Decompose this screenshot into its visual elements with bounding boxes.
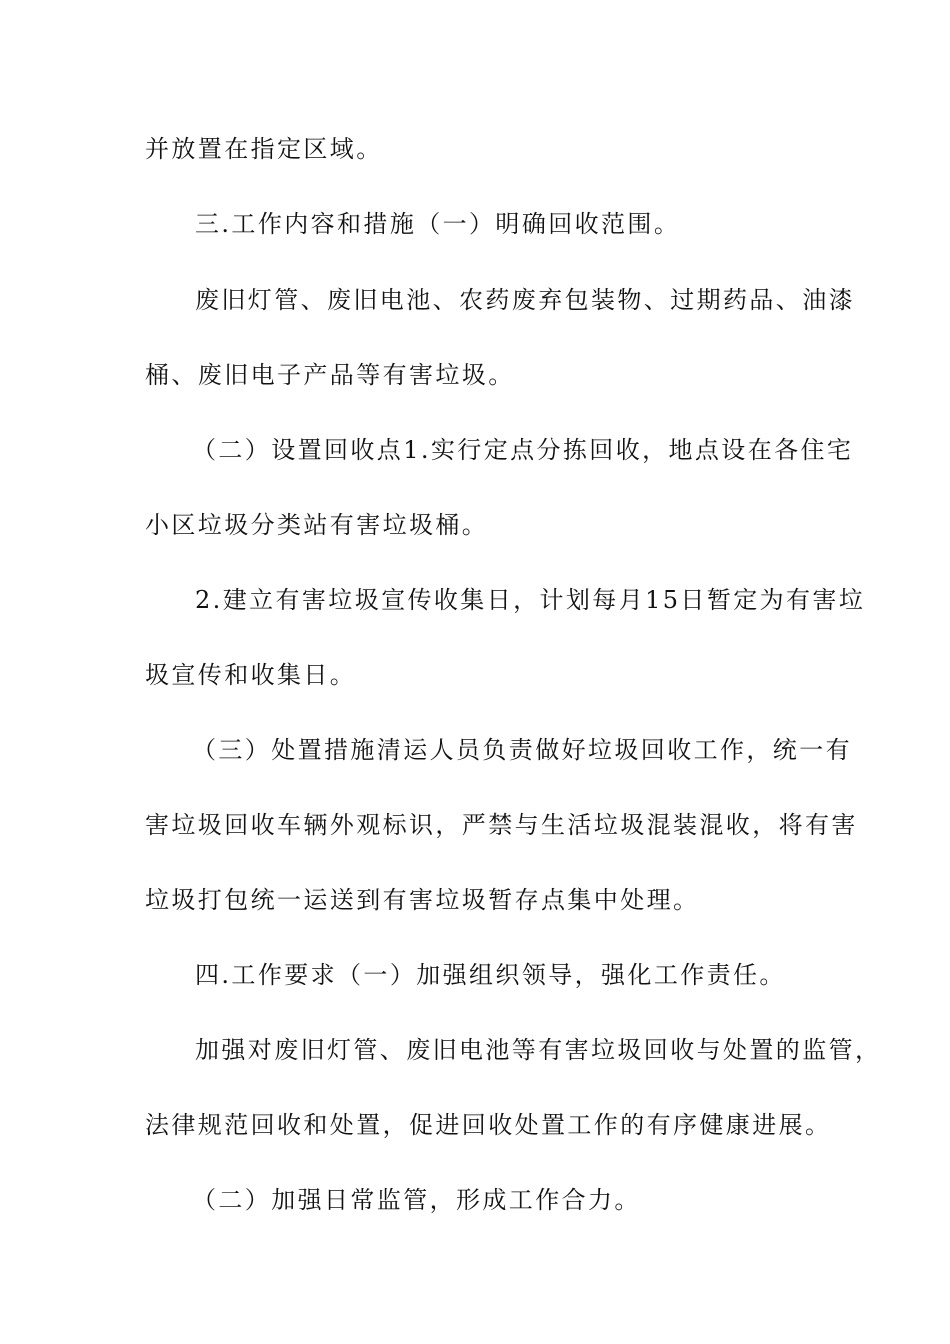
text-line-5: （二）设置回收点1.实行定点分拣回收，地点设在各住宅 — [192, 436, 854, 464]
text-line-9: （三）处置措施清运人员负责做好垃圾回收工作，统一有 — [192, 736, 852, 764]
text-line-11: 垃圾打包统一运送到有害垃圾暂存点集中处理。 — [145, 886, 700, 914]
text-line-2: 三.工作内容和措施（一）明确回收范围。 — [195, 210, 681, 238]
text-line-1: 并放置在指定区域。 — [145, 135, 383, 163]
text-line-13: 加强对废旧灯管、废旧电池等有害垃圾回收与处置的监管， — [195, 1036, 882, 1064]
text-line-3: 废旧灯管、废旧电池、农药废弃包装物、过期药品、油漆 — [195, 286, 855, 314]
text-line-14: 法律规范回收和处置，促进回收处置工作的有序健康进展。 — [145, 1111, 832, 1139]
text-line-6: 小区垃圾分类站有害垃圾桶。 — [145, 511, 489, 539]
text-line-7: 2.建立有害垃圾宣传收集日，计划每月15日暂定为有害垃 — [195, 586, 866, 614]
text-line-10: 害垃圾回收车辆外观标识，严禁与生活垃圾混装混收，将有害 — [145, 811, 858, 839]
text-line-15: （二）加强日常监管，形成工作合力。 — [192, 1186, 641, 1214]
text-line-4: 桶、废旧电子产品等有害垃圾。 — [145, 361, 515, 389]
text-line-8: 圾宣传和收集日。 — [145, 661, 357, 689]
text-line-12: 四.工作要求（一）加强组织领导，强化工作责任。 — [195, 961, 786, 989]
